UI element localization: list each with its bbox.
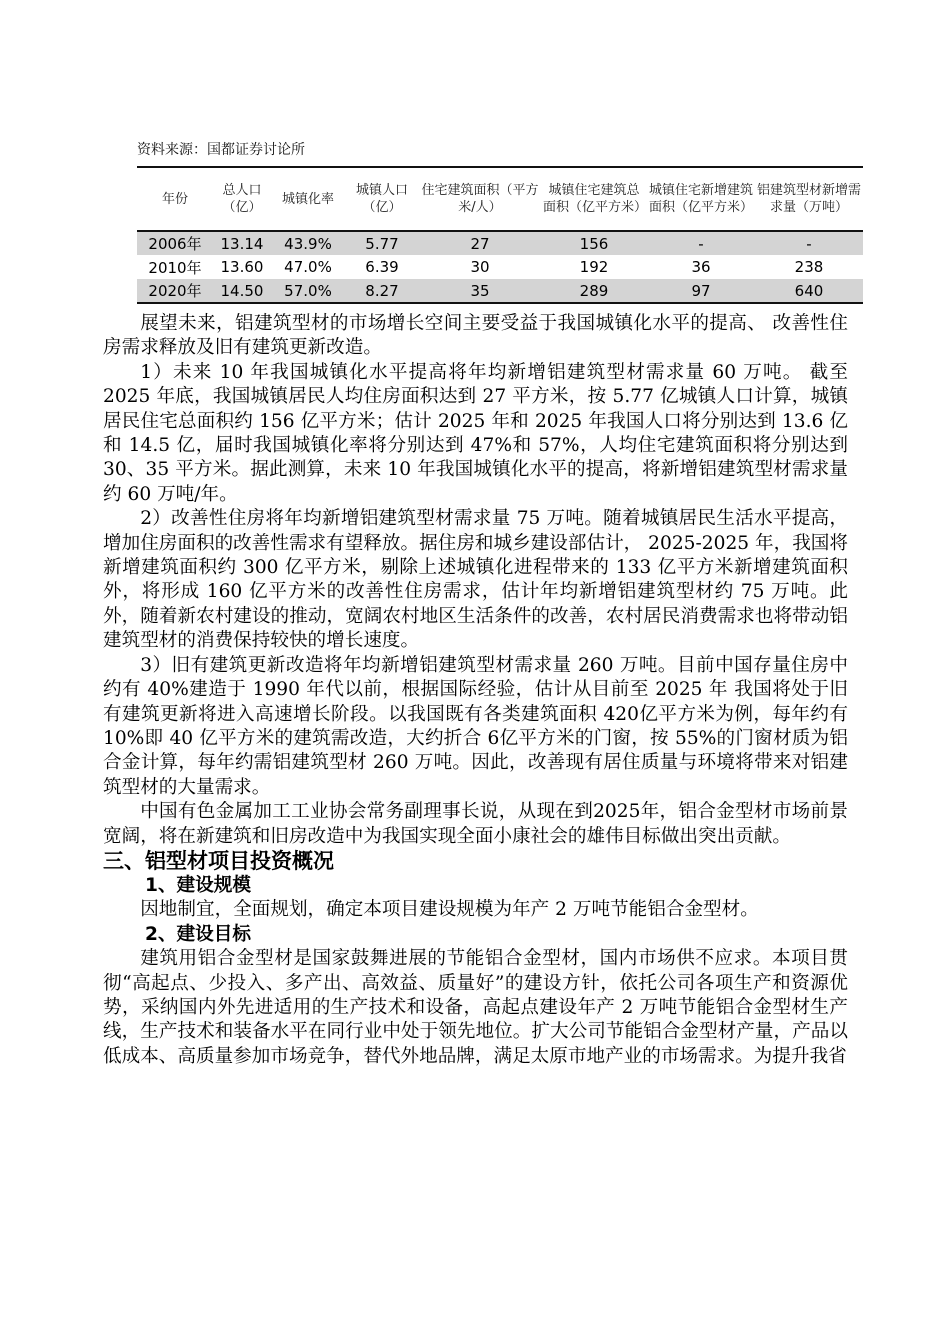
paragraph-outlook: 展望未来，铝建筑型材的市场增长空间主要受益于我国城镇化水平的提高、 改善性住房需求释放及旧有建筑更新改造。 <box>103 313 848 359</box>
header-year: 年份 <box>137 167 213 231</box>
table-cell: 97 <box>647 279 755 303</box>
table-cell: 57.0% <box>271 279 345 303</box>
urbanization-table <box>137 166 863 304</box>
paragraph-construction-goal: 建筑用铝合金型材是国家鼓舞进展的节能铝合金型材，国内市场供不应求。本项目贯彻“高起点、少投入、多产出、高效益、质量好”的建设方针，依托公司各项生产和资源优势，采纳国内外先进适用的生产技术和设备，高起点建设年产 2 万吨节能铝合金型材生产线，生产技术和装备水平在同行业中处于领先地位。扩大公司节能铝合金型材产量，产品以低成本、高质量参加市场竞争，替代外地品牌，满足太原市地产业的市场需求。为提升我省 <box>103 948 848 1067</box>
header-total-housing-area: 城镇住宅建筑总面积（亿平方米） <box>541 167 647 231</box>
subheading-construction-scale: 1、建设规模 <box>145 874 251 896</box>
header-aluminum-demand: 铝建筑型材新增需求量（万吨） <box>755 167 863 231</box>
table-cell: 2020年 <box>137 279 213 303</box>
paragraph-renovation-demand: 3）旧有建筑更新改造将年均新增铝建筑型材需求量 260 万吨。目前中国存量住房中约有 40%建造于 1990 年代以前，根据国际经验，估计从目前至 2025 年 我国将处于旧有建筑更新将进入高速增长阶段。以我国既有各类建筑面积 420亿平方米为例，每年约有 10%即 40 亿平方米的建筑需改造，大约折合 6亿平方米的门窗，按 55%的门窗材质为铝合金计算，每年约需铝建筑型材 260 万吨。因此，改善现有居住质量与环境将带来对铝建筑型材的大量需求。 <box>103 654 848 798</box>
table-header-row <box>137 167 863 231</box>
header-population: 总人口（亿） <box>213 167 271 231</box>
table-cell: - <box>647 231 755 255</box>
table-cell: 156 <box>541 231 647 255</box>
source-note: 资料来源：国都证券讨论所 <box>137 142 305 158</box>
table-cell: 14.50 <box>213 279 271 303</box>
table-cell: 6.39 <box>365 258 399 276</box>
table-cell: 47.0% <box>284 258 332 276</box>
section-heading-investment-overview: 三、铝型材项目投资概况 <box>103 848 334 873</box>
table-row <box>137 231 863 255</box>
paragraph-urbanization-demand: 1）未来 10 年我国城镇化水平提高将年均新增铝建筑型材需求量 60 万吨。 截至 2025 年底，我国城镇居民人均住房面积达到 27 平方米，按 5.77 亿城镇人口计算，城镇居民住宅总面积约 156 亿平方米；估计 2025 年和 2025 年我国人口将分别达到 13.6 亿和 14.5 亿，届时我国城镇化率将分别达到 47%和 57%，人均住宅建筑面积将分别达到 30、35 平方米。据此测算，未来 10 年我国城镇化水平的提高，将新增铝建筑型材需求量约 60 万吨/年。 <box>103 361 848 505</box>
table-cell: 13.60 <box>220 258 264 276</box>
table-cell: 30 <box>470 258 490 276</box>
table-cell: 35 <box>419 279 541 303</box>
table-row <box>137 255 863 279</box>
subheading-construction-goal: 2、建设目标 <box>145 923 251 945</box>
header-housing-area-per-capita: 住宅建筑面积（平方米/人） <box>419 167 541 231</box>
paragraph-improved-housing-demand: 2）改善性住房将年均新增铝建筑型材需求量 75 万吨。随着城镇居民生活水平提高，增加住房面积的改善性需求有望释放。据住房和城乡建设部估计， 2025-2025 年，我国将新增建筑面积约 300 亿平方米，剔除上述城镇化进程带来的 133 亿平方米新增建筑面积外，将形成 160 亿平方米的改善性住房需求，估计年均新增铝建筑型材约 75 万吨。此外，随着新农村建设的推动，宽阔农村地区生活条件的改善，农村居民消费需求也将带动铝建筑型材的消费保持较快的增长速度。 <box>103 508 848 652</box>
table-row <box>137 279 863 303</box>
table-cell: 640 <box>755 279 863 303</box>
table-cell: 27 <box>419 231 541 255</box>
table-cell: 43.9% <box>271 231 345 255</box>
table-cell: 2006年 <box>137 231 213 255</box>
paragraph-industry-quote: 中国有色金属加工工业协会常务副理事长说，从现在到2025年，铝合金型材市场前景宽阔，将在新建筑和旧房改造中为我国实现全面小康社会的雄伟目标做出突出贡献。 <box>103 801 848 847</box>
table-cell: 13.14 <box>213 231 271 255</box>
table-cell: 238 <box>794 258 824 276</box>
table-cell: 36 <box>691 258 711 276</box>
table-cell: 289 <box>541 279 647 303</box>
body-text <box>103 312 848 1069</box>
table-cell: - <box>755 231 863 255</box>
paragraph-construction-scale: 因地制宜，全面规划，确定本项目建设规模为年产 2 万吨节能铝合金型材。 <box>140 899 759 921</box>
table-cell: 5.77 <box>345 231 419 255</box>
table-cell: 8.27 <box>345 279 419 303</box>
table-cell: 2010年 <box>148 258 202 277</box>
table-cell: 192 <box>579 258 609 276</box>
header-urban-population: 城镇人口（亿） <box>345 167 419 231</box>
header-new-housing-area: 城镇住宅新增建筑面积（亿平方米） <box>647 167 755 231</box>
header-urbanization-rate: 城镇化率 <box>271 167 345 231</box>
